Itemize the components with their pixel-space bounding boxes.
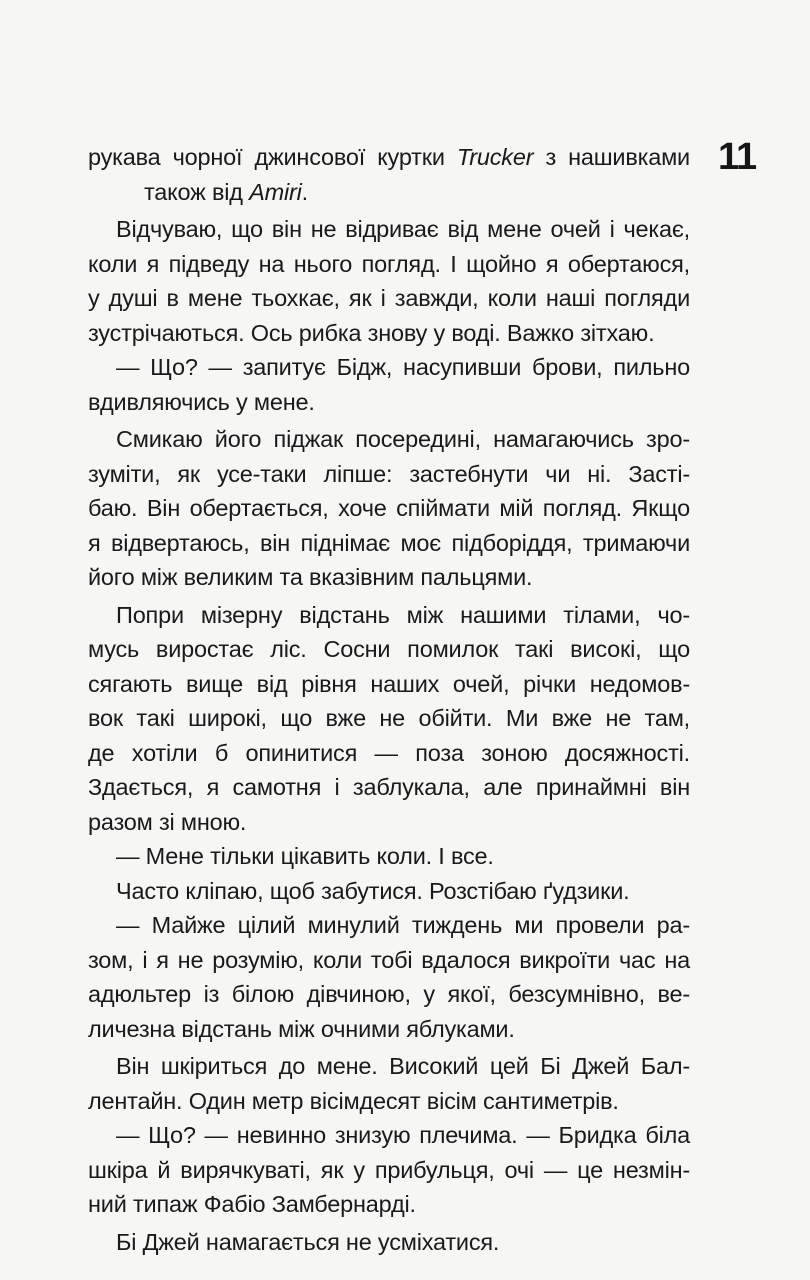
- text-line: також від Amiri.: [144, 178, 308, 205]
- text-line: баю. Він обертається, хоче спіймати мій погляд. Якщо: [88, 495, 690, 521]
- text-line: личезна відстань між очними яблуками.: [88, 1015, 515, 1042]
- text-line: зустрічаються. Ось рибка знову у воді. Важко зітхаю.: [88, 319, 655, 346]
- text-line: Здається, я самотня і заблукала, але принаймні він: [88, 774, 690, 800]
- text-line: вок такі широкі, що вже не обійти. Ми вже не там,: [88, 705, 690, 731]
- text-line: лентайн. Один метр вісімдесят вісім сантиметрів.: [88, 1087, 619, 1114]
- body-text: [88, 140, 690, 1259]
- text-line: мусь виростає ліс. Сосни помилок такі високі, що: [88, 636, 690, 662]
- text-line: Відчуваю, що він не відриває від мене очей і чекає,: [116, 216, 690, 242]
- text-line: де хотіли б опинитися — поза зоною досяжності.: [88, 739, 690, 766]
- text-line: адюльтер із білою дівчиною, у якої, безсумнівно, ве-: [88, 981, 690, 1007]
- text-line: — Що? — запитує Бідж, насупивши брови, пильно: [116, 354, 690, 380]
- text-line: — Майже цілий минулий тиждень ми провели ра-: [116, 912, 690, 938]
- text-line: у душі в мене тьохкає, як і завжди, коли наші погляди: [88, 285, 690, 311]
- text-line: Смикаю його піджак посередині, намагаючись зро-: [116, 426, 690, 452]
- text-line: Попри мізерну відстань між нашими тілами, чо-: [116, 601, 690, 628]
- text-line: зуміти, як усе-таки ліпше: застебнути чи ні. Засті-: [88, 460, 690, 487]
- text-line: шкіра й вирячкуваті, як у прибульця, очі — це незмін-: [88, 1156, 690, 1183]
- text-line: — Що? — невинно знизую плечима. — Бридка біла: [116, 1122, 690, 1148]
- text-line: Бі Джей намагається не усміхатися.: [116, 1228, 500, 1255]
- text-line: я відвертаюсь, він піднімає моє підборіддя, тримаючи: [88, 529, 690, 556]
- text-line: разом зі мною.: [88, 808, 247, 835]
- text-line: його між великим та вказівним пальцями.: [88, 564, 533, 590]
- text-line: зом, і я не розумію, коли тобі вдалося викроїти час на: [88, 946, 690, 973]
- page-number: 11: [718, 136, 757, 178]
- text-line: сягають вище від рівня наших очей, річки недомов-: [88, 670, 690, 697]
- text-line: ний типаж Фабіо Замбернарді.: [88, 1191, 416, 1217]
- text-line: Часто кліпаю, щоб забутися. Розстібаю ґудзики.: [116, 877, 630, 904]
- text-line: рукава чорної джинсової куртки Trucker з нашивками: [88, 144, 690, 170]
- text-line: вдивляючись у мене.: [88, 388, 315, 415]
- text-line: коли я підведу на нього погляд. І щойно я обертаюся,: [88, 250, 690, 277]
- text-line: — Мене тільки цікавить коли. І все.: [116, 843, 494, 869]
- text-line: Він шкіриться до мене. Високий цей Бі Джей Бал-: [116, 1053, 690, 1079]
